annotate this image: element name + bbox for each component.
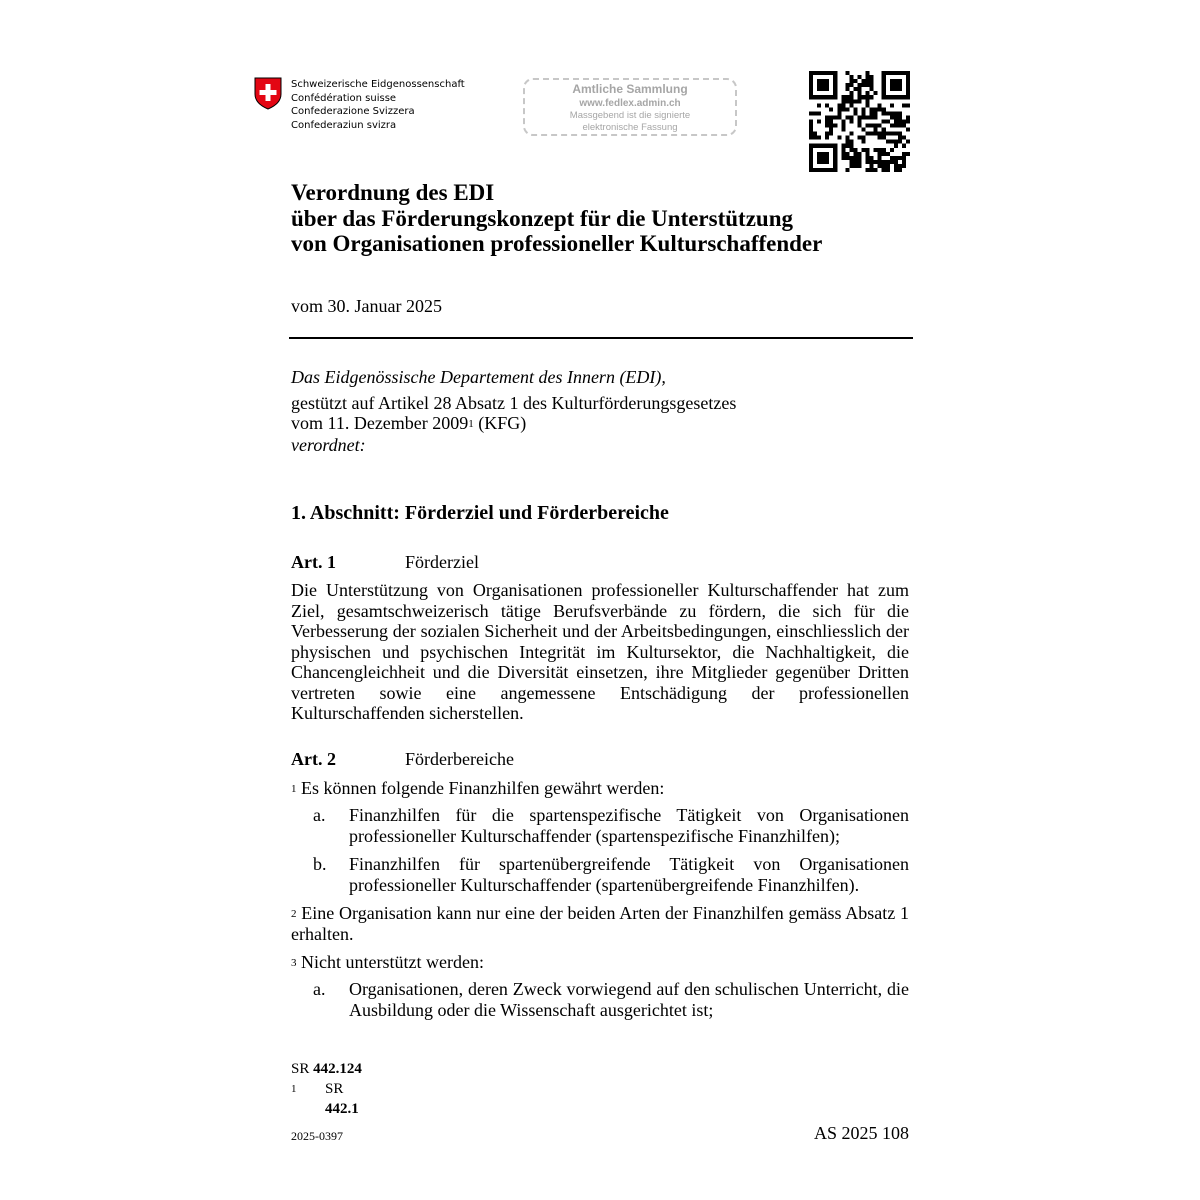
- org-name-fr: Confédération suisse: [291, 92, 397, 104]
- document-date: vom 30. Januar 2025: [291, 296, 442, 316]
- sr-prefix: SR: [291, 1061, 310, 1077]
- preamble-authority: Das Eidgenössische Departement des Innern (EDI),: [291, 367, 666, 387]
- paragraph-number-1: 1: [291, 783, 297, 795]
- list-text-3a: Organisationen, deren Zweck vorwiegend auf den schulischen Unterricht, die Ausbildung oder die Wissenschaft ausgerichtet ist;: [349, 979, 909, 1020]
- title-divider: [289, 337, 913, 339]
- list-marker-1b: b.: [313, 854, 327, 874]
- official-collection-stamp: [523, 78, 737, 136]
- list-marker-3a: a.: [313, 979, 326, 999]
- preamble-basis-abbrev: (KFG): [473, 413, 527, 433]
- article-2-header: [291, 749, 514, 770]
- sr-reference: [291, 1059, 362, 1079]
- paragraph-3-text: Nicht unterstützt werden:: [301, 952, 484, 972]
- article-1-header: [291, 552, 479, 573]
- organization-names: [291, 78, 465, 132]
- article-2-title: Förderbereiche: [405, 749, 514, 769]
- list-text-1a: Finanzhilfen für die spartenspezifische Tätigkeit von Organisationen professioneller Kulturschaffender (spartenspezifische Finanzhilfen);: [349, 805, 909, 846]
- footnote-1-sr-number: 442.1: [325, 1101, 359, 1117]
- org-name-de: Schweizerische Eidgenossenschaft: [291, 79, 465, 90]
- footnote-1-text: [325, 1079, 362, 1119]
- section-heading-1: 1. Abschnitt: Förderziel und Förderbereiche: [291, 502, 669, 524]
- list-marker-1a: a.: [313, 805, 326, 825]
- title-line-1: Verordnung des EDI: [291, 180, 495, 205]
- stamp-line-1: Amtliche Sammlung: [572, 82, 688, 96]
- article-1-title: Förderziel: [405, 552, 479, 572]
- sr-number: 442.124: [313, 1061, 362, 1077]
- paragraph-number-2: 2: [291, 908, 297, 920]
- footnote-1: [291, 1079, 362, 1117]
- article-1-number: Art. 1: [291, 552, 336, 572]
- article-2-paragraph-1: [291, 778, 909, 799]
- document-id: 2025-0397: [291, 1129, 343, 1143]
- stamp-line-2: www.fedlex.admin.ch: [579, 98, 681, 109]
- swiss-coat-of-arms-icon: [254, 77, 282, 110]
- stamp-line-3: Massgebend ist die signierte: [569, 110, 691, 121]
- article-2-paragraph-3: [291, 952, 909, 973]
- footnote-1-number: 1: [291, 1083, 297, 1095]
- footnote-ref-1[interactable]: 1: [468, 418, 474, 430]
- preamble: [291, 367, 911, 455]
- qr-code-icon: [809, 71, 910, 172]
- paragraph-2-text: Eine Organisation kann nur eine der beiden Arten der Finanzhilfen gemäss Absatz 1 erhalten.: [291, 903, 910, 944]
- document-title: [291, 180, 822, 257]
- footnote-1-prefix: SR: [325, 1081, 344, 1097]
- paragraph-number-3: 3: [291, 957, 297, 969]
- article-2-number: Art. 2: [291, 749, 336, 769]
- list-text-1b: Finanzhilfen für spartenübergreifende Tätigkeit von Organisationen professioneller Kulturschaffender (spartenübergreifende Finanzhilfen).: [349, 854, 909, 895]
- org-name-rm: Confederaziun svizra: [291, 119, 397, 131]
- org-name-it: Confederazione Svizzera: [291, 106, 415, 117]
- footnotes: [291, 1059, 362, 1117]
- title-line-2: über das Förderungskonzept für die Unterstützung: [291, 205, 793, 231]
- title-line-3: von Organisationen professioneller Kulturschaffender: [291, 231, 823, 256]
- preamble-ordains: verordnet:: [291, 434, 366, 455]
- preamble-basis-line-2: [291, 413, 911, 434]
- official-collection-reference: AS 2025 108: [813, 1123, 909, 1143]
- article-2-paragraph-2: [291, 903, 909, 944]
- preamble-basis-line-1: gestützt auf Artikel 28 Absatz 1 des Kulturförderungsgesetzes: [291, 392, 737, 413]
- article-1-text: Die Unterstützung von Organisationen professioneller Kulturschaffender hat zum Ziel, gesamtschweizerisch tätige Berufsverbände zu fördern, die sich für die Verbesserung der sozialen Sicherheit und der Arbeitsbedingungen, einschliesslich der physischen und psychischen Integrität im Kultursektor, die Nachhaltigkeit, die Chancengleichheit und die Diversität einsetzen, ihre Mitglieder gegenüber Dritten vertreten sowie eine angemessene Entschädigung der professionellen Kulturschaffenden sicherstellen.: [291, 580, 909, 723]
- paragraph-1-text: Es können folgende Finanzhilfen gewährt werden:: [301, 778, 665, 798]
- preamble-basis-date: vom 11. Dezember 2009: [291, 413, 469, 433]
- stamp-line-4: elektronische Fassung: [582, 121, 678, 133]
